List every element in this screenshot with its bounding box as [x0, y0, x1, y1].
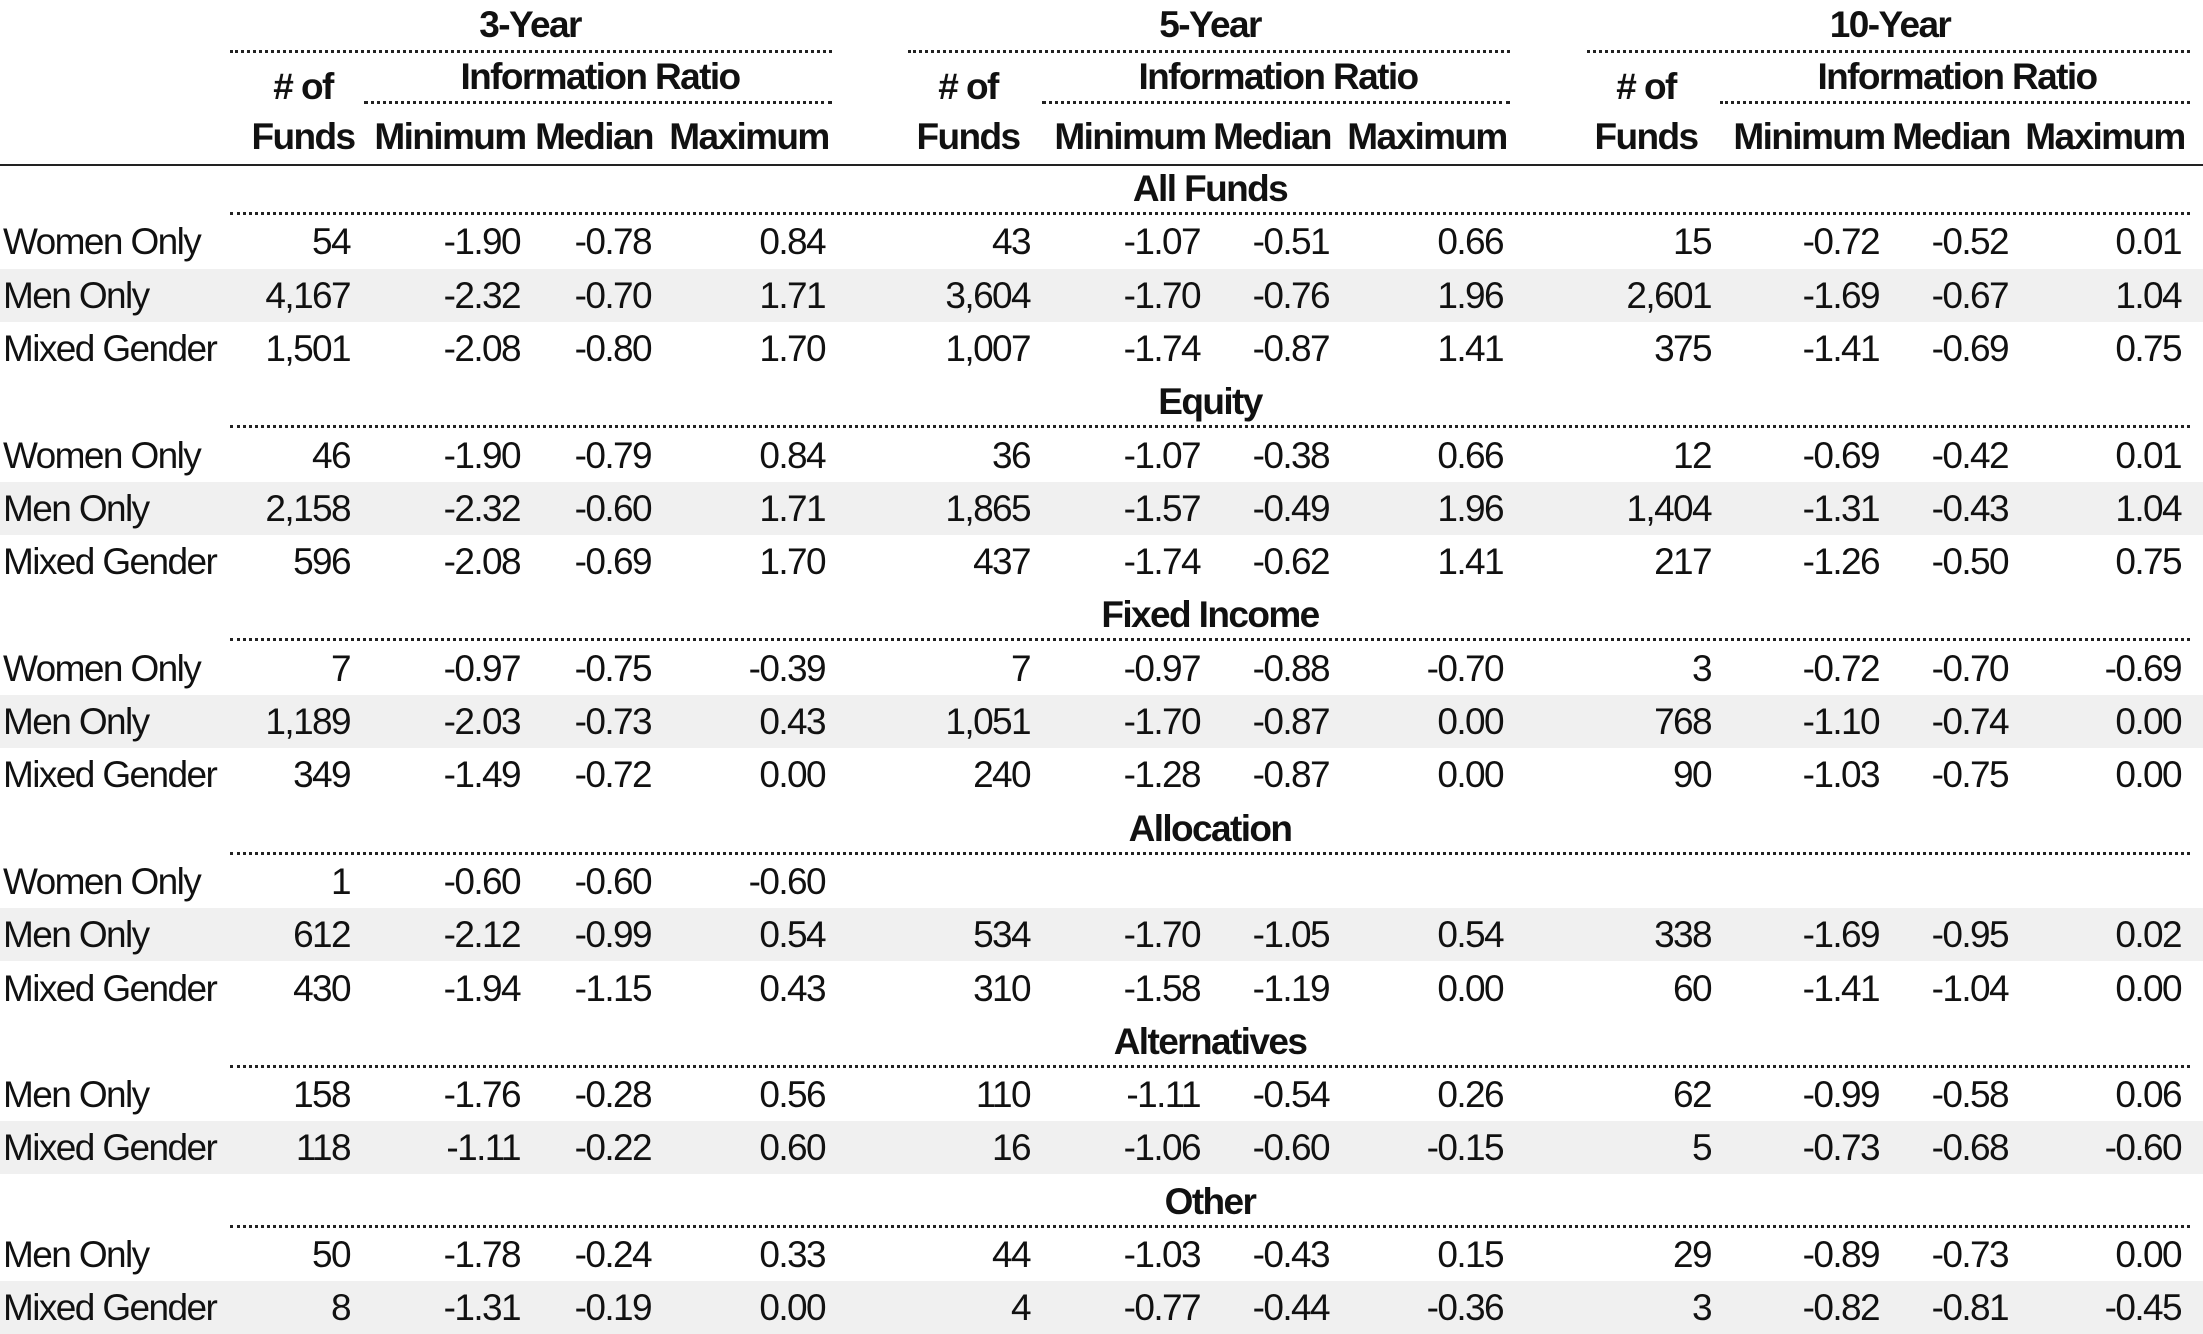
table-cell: 29 [1673, 1234, 1711, 1275]
table-cell: 0.01 [2115, 434, 2181, 476]
section-heading: Other [1164, 1180, 1256, 1222]
table-cell: -1.90 [443, 434, 520, 476]
table-cell: 1.96 [1437, 487, 1503, 529]
row-label: Women Only [3, 647, 201, 689]
period-rule [230, 50, 832, 53]
table-cell: -1.31 [443, 1287, 520, 1329]
table-cell: -0.42 [1931, 434, 2008, 476]
table-cell: -1.07 [1123, 434, 1200, 476]
table-cell: 36 [992, 434, 1030, 476]
table-cell: -0.58 [1931, 1074, 2008, 1116]
stat-heading: Median [1892, 116, 2010, 157]
information-ratio-rule [1720, 101, 2190, 104]
table-cell: -1.41 [1802, 327, 1879, 369]
row-label: Mixed Gender [3, 327, 217, 369]
table-cell: 5 [1692, 1127, 1711, 1169]
table-cell: 0.00 [2115, 701, 2181, 742]
table-cell: 0.06 [2115, 1074, 2181, 1116]
table-cell: -0.19 [574, 1287, 651, 1329]
table-cell: 375 [1654, 327, 1711, 369]
table-cell: -2.32 [443, 487, 520, 529]
table-cell: 1.71 [759, 274, 825, 316]
table-cell: -1.15 [574, 967, 651, 1009]
table-cell: -1.04 [1931, 967, 2008, 1009]
section-rule [230, 212, 2190, 215]
table-cell: -0.44 [1252, 1287, 1329, 1329]
funds-count-heading: Funds [916, 116, 1020, 157]
table-cell: -0.88 [1252, 647, 1329, 689]
table-cell: 2,601 [1626, 274, 1711, 316]
table-cell: -0.97 [1123, 647, 1200, 689]
table-cell: -1.10 [1802, 701, 1879, 742]
table-cell: 8 [331, 1287, 350, 1329]
table-cell: -0.95 [1931, 914, 2008, 956]
table-cell: 430 [293, 967, 350, 1009]
table-cell: 1.70 [759, 541, 825, 583]
information-ratio-heading: Information Ratio [1138, 56, 1418, 97]
stat-heading: Maximum [669, 116, 829, 157]
table-cell: -0.43 [1252, 1234, 1329, 1275]
table-cell: -0.73 [1931, 1234, 2008, 1275]
table-cell: -1.11 [1126, 1074, 1200, 1116]
table-cell: 0.84 [759, 221, 825, 263]
table-cell: 4,167 [265, 274, 350, 316]
header-rule [0, 164, 2203, 166]
table-cell: -0.38 [1252, 434, 1329, 476]
row-label: Mixed Gender [3, 541, 217, 583]
table-cell: -0.39 [748, 647, 825, 689]
table-cell: -1.19 [1252, 967, 1329, 1009]
funds-count-heading: # of [1616, 66, 1676, 107]
table-cell: 1.04 [2115, 274, 2181, 316]
table-cell: -0.81 [1931, 1287, 2008, 1329]
table-cell: -0.45 [2104, 1287, 2181, 1329]
table-cell: 3 [1692, 647, 1711, 689]
table-cell: -1.74 [1123, 327, 1200, 369]
table-cell: 0.43 [759, 701, 825, 742]
table-cell: 0.56 [759, 1074, 825, 1116]
table-cell: -1.58 [1123, 967, 1200, 1009]
section-rule [230, 1225, 2190, 1228]
table-cell: -0.22 [574, 1127, 651, 1169]
table-cell: -1.94 [443, 967, 520, 1009]
table-cell: -1.03 [1802, 754, 1879, 796]
funds-count-heading: # of [938, 66, 998, 107]
table-cell: 1,404 [1626, 487, 1711, 529]
table-cell: -0.75 [1931, 754, 2008, 796]
section-heading: Allocation [1128, 807, 1292, 849]
table-cell: -2.08 [443, 327, 520, 369]
table-cell: 46 [312, 434, 350, 476]
table-cell: 7 [331, 647, 350, 689]
table-cell: 3 [1692, 1287, 1711, 1329]
table-cell: 768 [1654, 701, 1711, 742]
row-label: Men Only [3, 487, 149, 529]
table-cell: -0.15 [1426, 1127, 1503, 1169]
table-cell: 44 [992, 1234, 1030, 1275]
table-cell: -0.87 [1252, 754, 1329, 796]
table-cell: -0.78 [574, 221, 651, 263]
period-heading: 3-Year [479, 4, 581, 45]
table-cell: 43 [992, 221, 1030, 263]
table-cell: 3,604 [945, 274, 1030, 316]
table-cell: 240 [973, 754, 1030, 796]
table-cell: 90 [1673, 754, 1711, 796]
table-cell: -0.43 [1931, 487, 2008, 529]
table-cell: 1.41 [1437, 541, 1503, 583]
table-cell: -2.32 [443, 274, 520, 316]
row-label: Men Only [3, 1234, 149, 1275]
table-cell: -0.70 [1426, 647, 1503, 689]
table-cell: -0.70 [574, 274, 651, 316]
information-ratio-rule [364, 101, 832, 104]
information-ratio-rule [1042, 101, 1510, 104]
table-cell: 612 [293, 914, 350, 956]
information-ratio-heading: Information Ratio [460, 56, 740, 97]
table-cell: 1,007 [945, 327, 1030, 369]
table-cell: 50 [312, 1234, 350, 1275]
table-cell: -0.76 [1252, 274, 1329, 316]
section-rule [230, 852, 2190, 855]
table-cell: 60 [1673, 967, 1711, 1009]
table-cell: -0.87 [1252, 327, 1329, 369]
table-cell: 0.00 [1437, 967, 1503, 1009]
table-cell: -1.76 [443, 1074, 520, 1116]
funds-count-heading: Funds [251, 116, 355, 157]
table-cell: -1.11 [446, 1127, 520, 1169]
table-cell: 158 [293, 1074, 350, 1116]
table-cell: 1,865 [945, 487, 1030, 529]
row-label: Women Only [3, 221, 201, 263]
table-cell: -1.49 [443, 754, 520, 796]
table-cell: -1.70 [1123, 914, 1200, 956]
section-heading: Alternatives [1113, 1020, 1307, 1062]
table-cell: 0.00 [1437, 754, 1503, 796]
table-cell: 1 [331, 860, 350, 902]
table-cell: -0.68 [1931, 1127, 2008, 1169]
table-cell: -0.80 [574, 327, 651, 369]
table-cell: 1.41 [1437, 327, 1503, 369]
stat-heading: Median [535, 116, 653, 157]
table-cell: -0.50 [1931, 541, 2008, 583]
table-cell: -2.12 [443, 914, 520, 956]
table-cell: 534 [973, 914, 1030, 956]
table-cell: -1.70 [1123, 274, 1200, 316]
table-cell: 0.54 [1437, 914, 1503, 956]
table-cell: 12 [1673, 434, 1711, 476]
table-cell: 0.54 [759, 914, 825, 956]
table-cell: -2.08 [443, 541, 520, 583]
table-cell: -1.70 [1123, 701, 1200, 742]
stat-heading: Minimum [374, 116, 526, 157]
table-cell: -0.54 [1252, 1074, 1329, 1116]
table-cell: 1.70 [759, 327, 825, 369]
stat-heading: Median [1213, 116, 1331, 157]
table-cell: -0.75 [574, 647, 651, 689]
table-cell: 7 [1011, 647, 1030, 689]
period-rule [908, 50, 1510, 53]
period-heading: 5-Year [1159, 4, 1261, 45]
table-cell: 0.00 [2115, 967, 2181, 1009]
table-cell: 1.04 [2115, 487, 2181, 529]
table-cell: 0.00 [1437, 701, 1503, 742]
table-cell: 0.00 [759, 1287, 825, 1329]
table-cell: -0.69 [2104, 647, 2181, 689]
table-cell: -1.05 [1252, 914, 1329, 956]
table-cell: 1,501 [265, 327, 350, 369]
table-cell: 310 [973, 967, 1030, 1009]
table-cell: 349 [293, 754, 350, 796]
table-cell: -0.97 [443, 647, 520, 689]
table-cell: 596 [293, 541, 350, 583]
table-cell: 0.60 [759, 1127, 825, 1169]
table-cell: 437 [973, 541, 1030, 583]
table-cell: 0.66 [1437, 434, 1503, 476]
table-cell: -0.36 [1426, 1287, 1503, 1329]
row-label: Men Only [3, 1074, 149, 1116]
table-cell: 0.84 [759, 434, 825, 476]
stat-heading: Minimum [1054, 116, 1206, 157]
table-cell: -0.72 [574, 754, 651, 796]
table-cell: -0.74 [1931, 701, 2008, 742]
row-label: Mixed Gender [3, 754, 217, 796]
table-cell: -0.69 [1802, 434, 1879, 476]
table-cell: -0.60 [2104, 1127, 2181, 1169]
table-cell: -0.51 [1252, 221, 1329, 263]
table-cell: -0.62 [1252, 541, 1329, 583]
table-cell: -1.78 [443, 1234, 520, 1275]
period-rule [1587, 50, 2190, 53]
table-cell: 4 [1011, 1287, 1030, 1329]
table-cell: 1.71 [759, 487, 825, 529]
table-cell: -0.67 [1931, 274, 2008, 316]
table-cell: -1.07 [1123, 221, 1200, 263]
section-rule [230, 425, 2190, 428]
table-cell: 0.26 [1437, 1074, 1503, 1116]
table-cell: -1.28 [1123, 754, 1200, 796]
table-cell: 338 [1654, 914, 1711, 956]
table-cell: 0.15 [1437, 1234, 1503, 1275]
table-cell: -1.69 [1802, 914, 1879, 956]
row-label: Women Only [3, 434, 201, 476]
table-cell: 0.66 [1437, 221, 1503, 263]
section-heading: All Funds [1132, 168, 1288, 209]
table-cell: -0.73 [574, 701, 651, 742]
row-label: Women Only [3, 860, 201, 902]
row-label: Mixed Gender [3, 967, 217, 1009]
table-cell: -0.82 [1802, 1287, 1879, 1329]
section-heading: Equity [1158, 381, 1262, 423]
table-cell: -1.26 [1802, 541, 1879, 583]
section-heading: Fixed Income [1101, 594, 1319, 636]
row-label: Mixed Gender [3, 1127, 217, 1169]
table-cell: 217 [1654, 541, 1711, 583]
table-cell: -0.70 [1931, 647, 2008, 689]
table-cell: -0.69 [574, 541, 651, 583]
table-cell: -1.31 [1802, 487, 1879, 529]
table-cell: -1.41 [1802, 967, 1879, 1009]
table-cell: 0.01 [2115, 221, 2181, 263]
table-cell: -0.60 [574, 860, 651, 902]
table-cell: -1.03 [1123, 1234, 1200, 1275]
table-cell: -1.90 [443, 221, 520, 263]
table-cell: -0.60 [443, 860, 520, 902]
row-label: Men Only [3, 274, 149, 316]
table-cell: -0.77 [1123, 1287, 1200, 1329]
stat-heading: Maximum [1347, 116, 1507, 157]
stat-heading: Maximum [2025, 116, 2185, 157]
table-cell: 118 [295, 1127, 350, 1169]
table-cell: -0.69 [1931, 327, 2008, 369]
table-cell: -0.99 [574, 914, 651, 956]
section-rule [230, 1065, 2190, 1068]
information-ratio-heading: Information Ratio [1817, 56, 2097, 97]
table-cell: 0.00 [759, 754, 825, 796]
table-cell: 62 [1673, 1074, 1711, 1116]
table-cell: 110 [975, 1074, 1030, 1116]
table-cell: 0.43 [759, 967, 825, 1009]
stat-heading: Minimum [1733, 116, 1885, 157]
table-cell: -1.74 [1123, 541, 1200, 583]
table-cell: 1,051 [945, 701, 1030, 742]
section-rule [230, 638, 2190, 641]
table-cell: -1.69 [1802, 274, 1879, 316]
table-cell: -1.57 [1123, 487, 1200, 529]
table-cell: 54 [312, 221, 350, 263]
period-heading: 10-Year [1829, 4, 1951, 45]
row-label: Men Only [3, 914, 149, 956]
table-cell: 0.75 [2115, 541, 2181, 583]
table-cell: -0.72 [1802, 221, 1879, 263]
table-cell: -0.24 [574, 1234, 651, 1275]
table-cell: -0.49 [1252, 487, 1329, 529]
table-cell: -0.52 [1931, 221, 2008, 263]
table-cell: 0.02 [2115, 914, 2181, 956]
table-cell: -0.28 [574, 1074, 651, 1116]
funds-count-heading: # of [273, 66, 333, 107]
table-cell: -0.60 [574, 487, 651, 529]
table-cell: 0.33 [759, 1234, 825, 1275]
table-cell: -0.99 [1802, 1074, 1879, 1116]
table-cell: -2.03 [443, 701, 520, 742]
table-cell: 16 [992, 1127, 1030, 1169]
table-cell: -0.89 [1802, 1234, 1879, 1275]
table-cell: 0.00 [2115, 1234, 2181, 1275]
row-label: Men Only [3, 701, 149, 742]
table-cell: 15 [1673, 221, 1711, 263]
table-cell: 2,158 [265, 487, 350, 529]
table-cell: -0.73 [1802, 1127, 1879, 1169]
table-cell: -0.60 [1252, 1127, 1329, 1169]
row-label: Mixed Gender [3, 1287, 217, 1329]
table-cell: 0.00 [2115, 754, 2181, 796]
table-cell: 1,189 [265, 701, 350, 742]
table-cell: 1.96 [1437, 274, 1503, 316]
table-cell: 0.75 [2115, 327, 2181, 369]
table-cell: -1.06 [1123, 1127, 1200, 1169]
table-cell: -0.60 [748, 860, 825, 902]
table-cell: -0.79 [574, 434, 651, 476]
table-cell: -0.87 [1252, 701, 1329, 742]
funds-count-heading: Funds [1594, 116, 1698, 157]
table-cell: -0.72 [1802, 647, 1879, 689]
